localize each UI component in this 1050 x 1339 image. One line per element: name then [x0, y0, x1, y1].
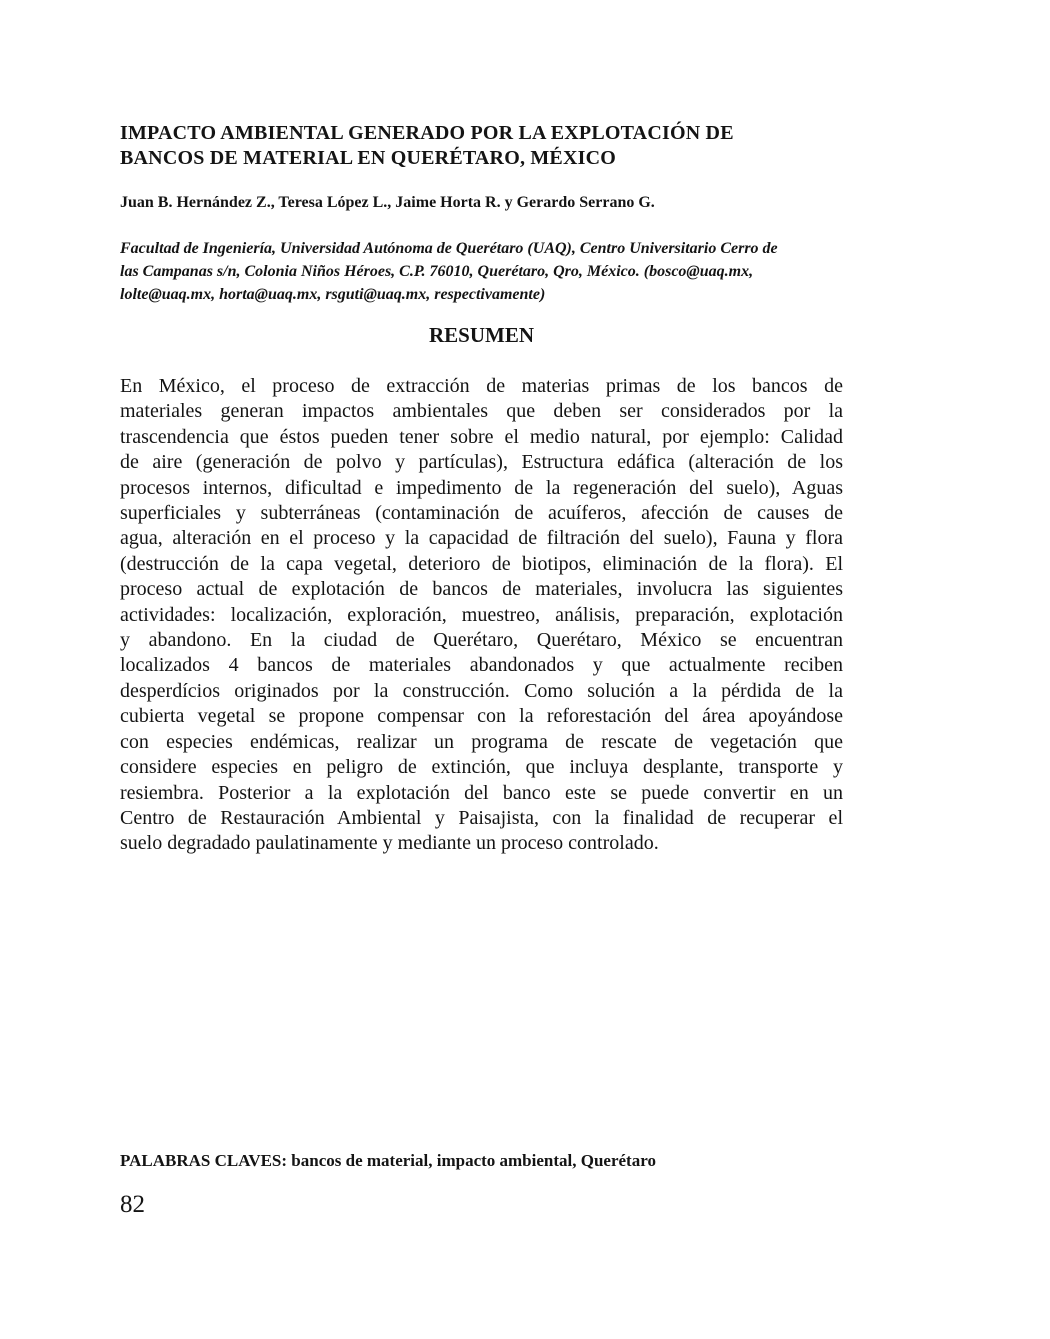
- abstract-line: superficiales y subterráneas (contaminación de acuíferos, afección de causes de: [120, 502, 843, 525]
- abstract-line: resiembra. Posterior a la explotación del banco este se puede convertir en un: [120, 781, 843, 804]
- affiliation: [120, 237, 843, 306]
- abstract-line: cubierta vegetal se propone compensar con la reforestación del área apoyándose: [120, 705, 843, 728]
- abstract-line: proceso actual de explotación de bancos de materiales, involucra las siguientes: [120, 578, 843, 601]
- abstract-line: Centro de Restauración Ambiental y Paisajista, con la finalidad de recuperar el: [120, 806, 843, 829]
- paper-title-line: IMPACTO AMBIENTAL GENERADO POR LA EXPLOTACIÓN DE: [120, 122, 734, 144]
- abstract-line: (destrucción de la capa vegetal, deterioro de biotipos, eliminación de la flora). El: [120, 552, 843, 575]
- page-number: 82: [120, 1191, 145, 1218]
- abstract-line: actividades: localización, exploración, muestreo, análisis, preparación, explotación: [120, 603, 843, 626]
- abstract-line: localizados 4 bancos de materiales abandonados y que actualmente reciben: [120, 654, 843, 677]
- authors-line: Juan B. Hernández Z., Teresa López L., Jaime Horta R. y Gerardo Serrano G.: [120, 194, 655, 211]
- paper-title: [120, 121, 843, 171]
- keywords-line: PALABRAS CLAVES: bancos de material, impacto ambiental, Querétaro: [120, 1151, 656, 1170]
- paper-title-line: BANCOS DE MATERIAL EN QUERÉTARO, MÉXICO: [120, 147, 617, 169]
- abstract-paragraph: [120, 374, 843, 857]
- section-heading-resumen: RESUMEN: [428, 323, 534, 347]
- abstract-line: agua, alteración en el proceso y la capacidad de filtración del suelo), Fauna y flora: [120, 527, 843, 550]
- abstract-line: trascendencia que éstos pueden tener sobre el medio natural, por ejemplo: Calidad: [120, 425, 843, 448]
- abstract-line: considere especies en peligro de extinción, que incluya desplante, transporte y: [120, 756, 843, 779]
- abstract-line: desperdícios originados por la construcción. Como solución a la pérdida de la: [120, 679, 843, 702]
- affiliation-line: las Campanas s/n, Colonia Niños Héroes, C.P. 76010, Querétaro, Qro, México. (bosco@uaq.mx,: [120, 263, 754, 280]
- abstract-line: suelo degradado paulatinamente y mediante un proceso controlado.: [120, 832, 659, 855]
- affiliation-line: Facultad de Ingeniería, Universidad Autónoma de Querétaro (UAQ), Centro Universitario Cerro de: [120, 240, 778, 257]
- abstract-line: En México, el proceso de extracción de materias primas de los bancos de: [120, 375, 843, 397]
- abstract-line: procesos internos, dificultad e impedimento de la regeneración del suelo), Aguas: [120, 476, 843, 499]
- abstract-line: y abandono. En la ciudad de Querétaro, Querétaro, México se encuentran: [120, 629, 843, 652]
- abstract-line: de aire (generación de polvo y partículas), Estructura edáfica (alteración de los: [120, 451, 843, 474]
- abstract-line: con especies endémicas, realizar un programa de rescate de vegetación que: [120, 730, 843, 753]
- affiliation-line: lolte@uaq.mx, horta@uaq.mx, rsguti@uaq.mx, respectivamente): [120, 286, 546, 303]
- abstract-line: materiales generan impactos ambientales que deben ser considerados por la: [120, 400, 843, 423]
